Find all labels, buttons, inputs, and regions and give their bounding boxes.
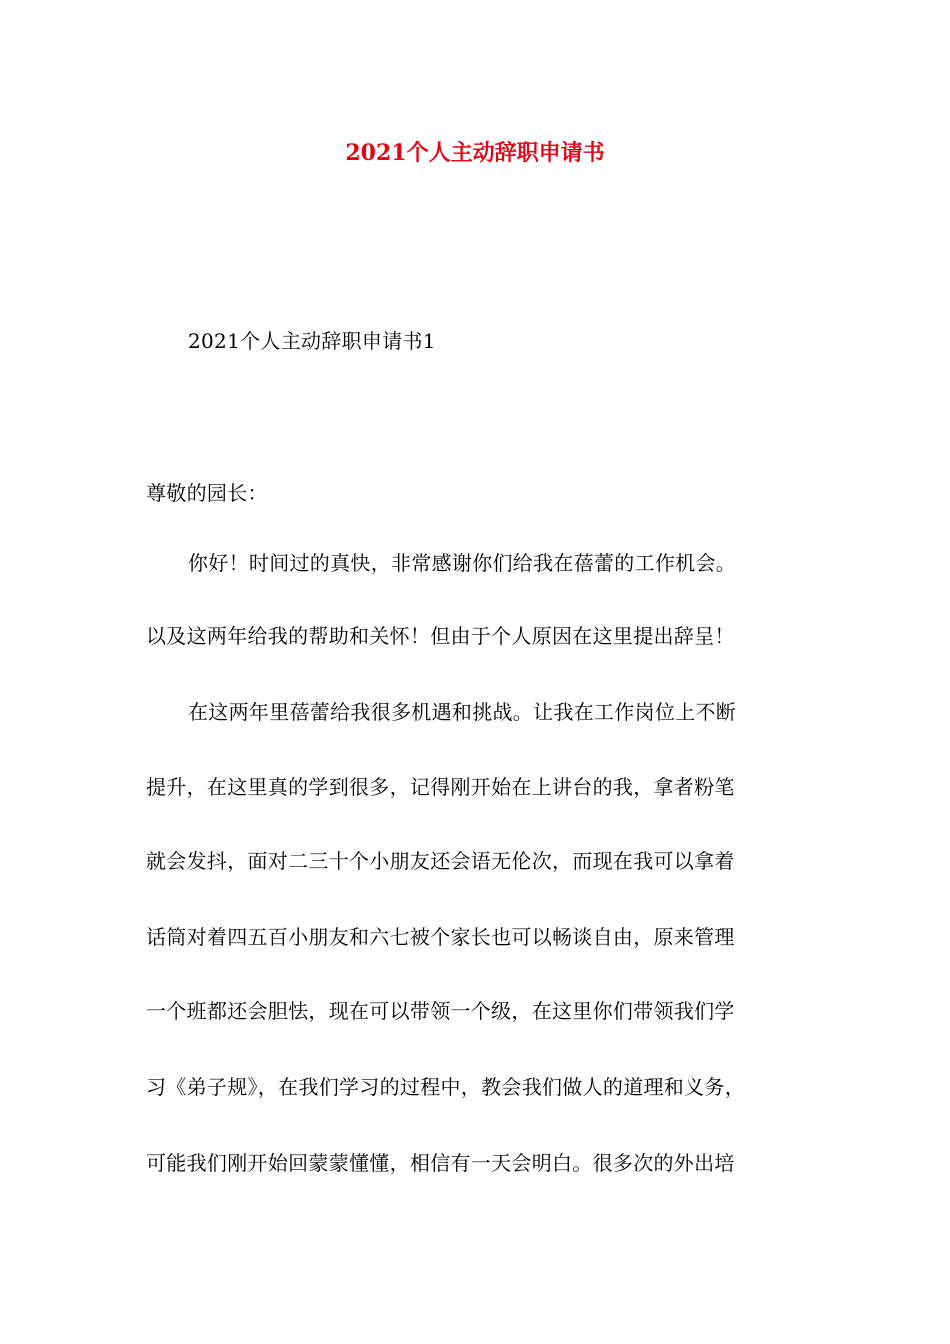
paragraph-line: 话筒对着四五百小朋友和六七被个家长也可以畅谈自由，原来管理 xyxy=(146,925,735,949)
document-title: 2021个人主动辞职申请书 xyxy=(345,140,605,166)
paragraph-line: 你好！时间过的真快，非常感谢你们给我在蓓蕾的工作机会。 xyxy=(188,551,737,575)
paragraph-line: 一个班都还会胆怯，现在可以带领一个级，在这里你们带领我们学 xyxy=(146,999,735,1023)
paragraph-line: 可能我们刚开始回蒙蒙懂懂，相信有一天会明白。很多次的外出培 xyxy=(146,1151,735,1175)
section-heading: 2021个人主动辞职申请书1 xyxy=(188,329,436,353)
paragraph-line: 提升，在这里真的学到很多，记得刚开始在上讲台的我，拿者粉笔 xyxy=(146,775,735,799)
paragraph-line: 习《弟子规》，在我们学习的过程中，教会我们做人的道理和义务， xyxy=(146,1075,745,1099)
paragraph-line: 就会发抖，面对二三十个小朋友还会语无伦次，而现在我可以拿着 xyxy=(146,849,735,873)
salutation: 尊敬的园长： xyxy=(146,481,268,505)
paragraph-line: 以及这两年给我的帮助和关怀！但由于个人原因在这里提出辞呈！ xyxy=(146,624,735,648)
paragraph-line: 在这两年里蓓蕾给我很多机遇和挑战。让我在工作岗位上不断 xyxy=(188,700,737,724)
